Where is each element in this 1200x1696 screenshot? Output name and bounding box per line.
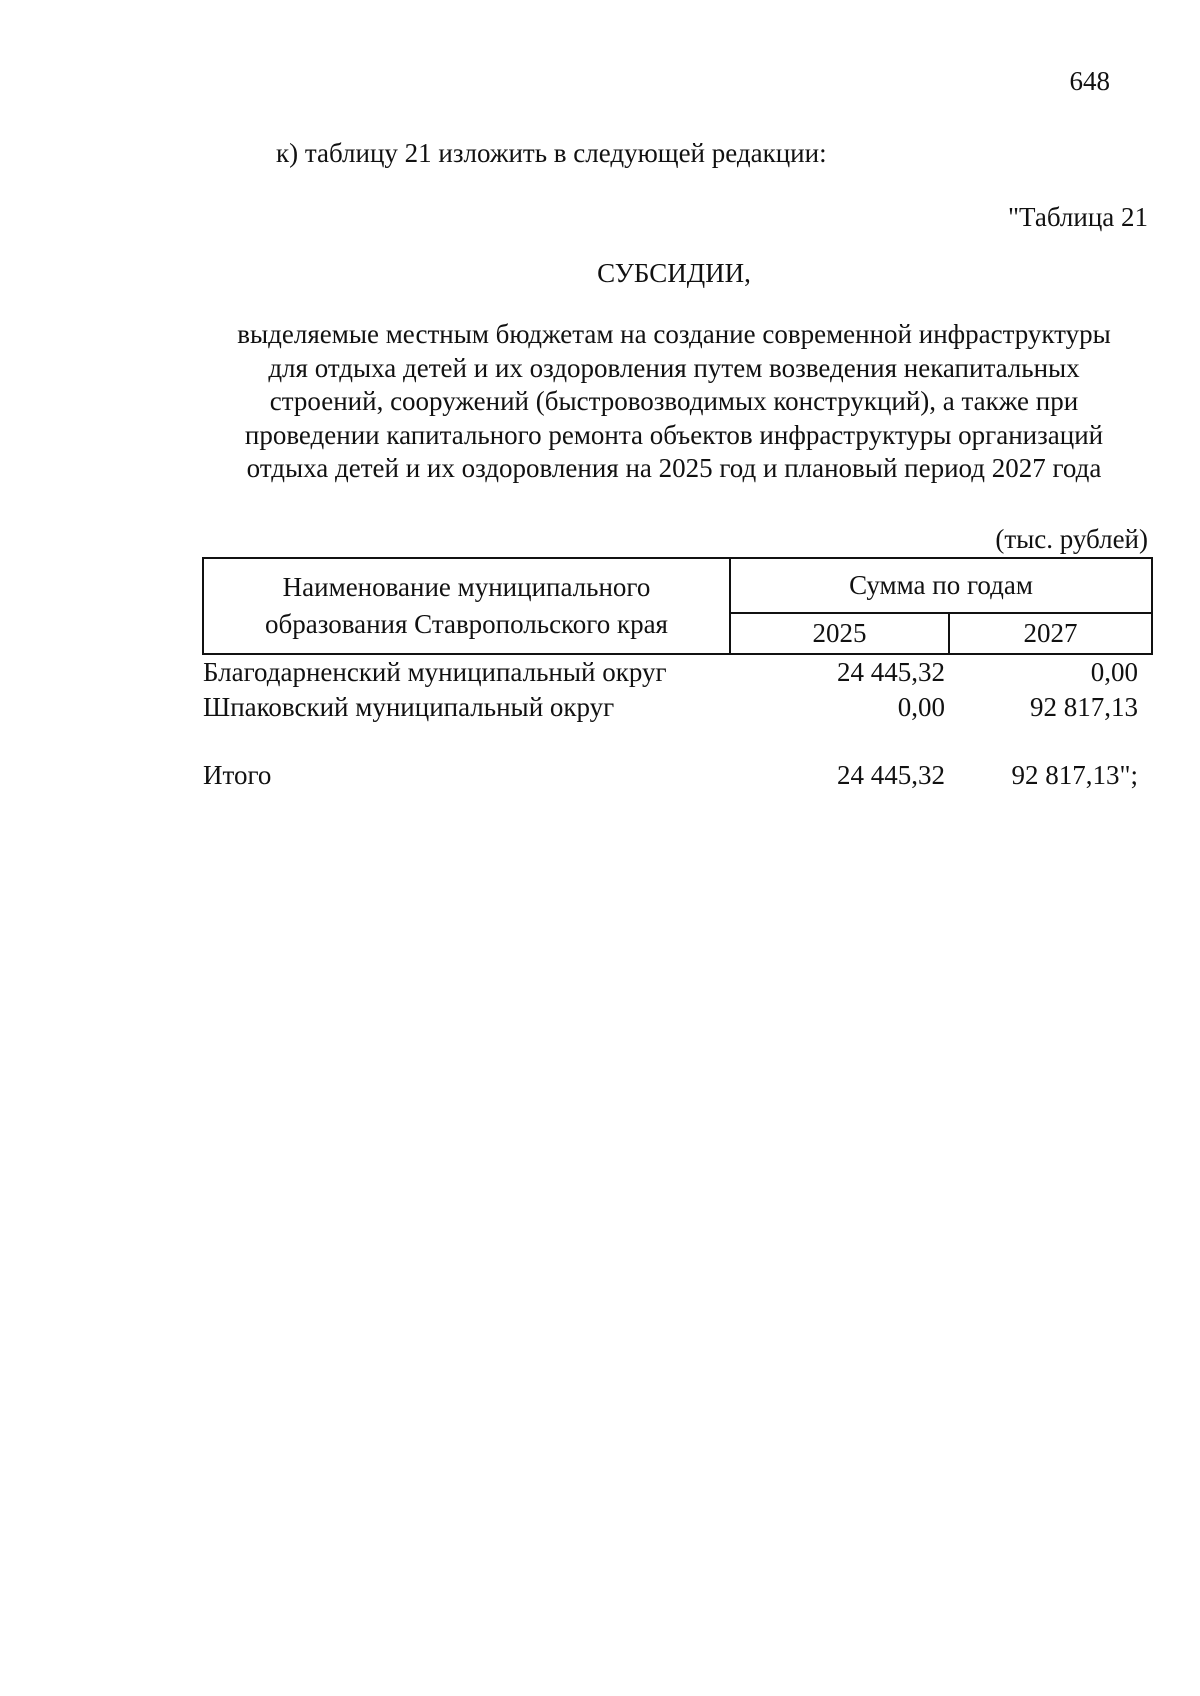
spacer-row: [203, 725, 1152, 758]
header-sum-by-years: Сумма по годам: [730, 558, 1152, 613]
amount-2025: 24 445,32: [837, 657, 945, 687]
amendment-intro: к) таблицу 21 изложить в следующей редакции:: [276, 138, 827, 168]
subsidies-table: [202, 557, 1153, 793]
spacer-cell: [203, 725, 730, 758]
header-name-line: Наименование муниципального: [282, 572, 651, 602]
spacer-cell: [949, 725, 1152, 758]
subtitle-line: строений, сооружений (быстровозводимых конструкций), а также при: [269, 386, 1079, 416]
total-label: Итого: [203, 760, 272, 790]
subtitle-line: выделяемые местным бюджетам на создание современной инфраструктуры: [237, 319, 1111, 349]
table-reference: "Таблица 21: [1008, 202, 1148, 232]
amount-2027: 92 817,13: [1030, 692, 1138, 722]
header-name-line: образования Ставропольского края: [265, 609, 668, 639]
document-subtitle: [200, 318, 1148, 486]
table-row: [203, 690, 1152, 725]
subtitle-line: для отдыха детей и их оздоровления путем возведения некапитальных: [268, 352, 1080, 383]
total-2025: 24 445,32: [837, 760, 945, 790]
municipality-name: Благодарненский муниципальный округ: [203, 657, 667, 687]
total-2027: 92 817,13";: [1011, 760, 1138, 790]
subtitle-line: отдыха детей и их оздоровления на 2025 год и плановый период 2027 года: [246, 453, 1102, 483]
header-year-2025: 2025: [730, 613, 949, 654]
header-municipality-name: [203, 558, 730, 654]
subtitle-line: проведении капитального ремонта объектов инфраструктуры организаций: [244, 419, 1104, 450]
amount-2025: 0,00: [897, 692, 945, 722]
spacer-cell: [730, 725, 949, 758]
municipality-name: Шпаковский муниципальный округ: [203, 692, 615, 722]
header-year-2027: 2027: [949, 613, 1152, 654]
document-title: СУБСИДИИ,: [597, 258, 751, 288]
amount-2027: 0,00: [1090, 657, 1138, 687]
total-row: [203, 758, 1152, 793]
units-label: (тыс. рублей): [995, 524, 1148, 554]
table-row: [203, 654, 1152, 690]
page-number: 648: [1069, 66, 1110, 96]
